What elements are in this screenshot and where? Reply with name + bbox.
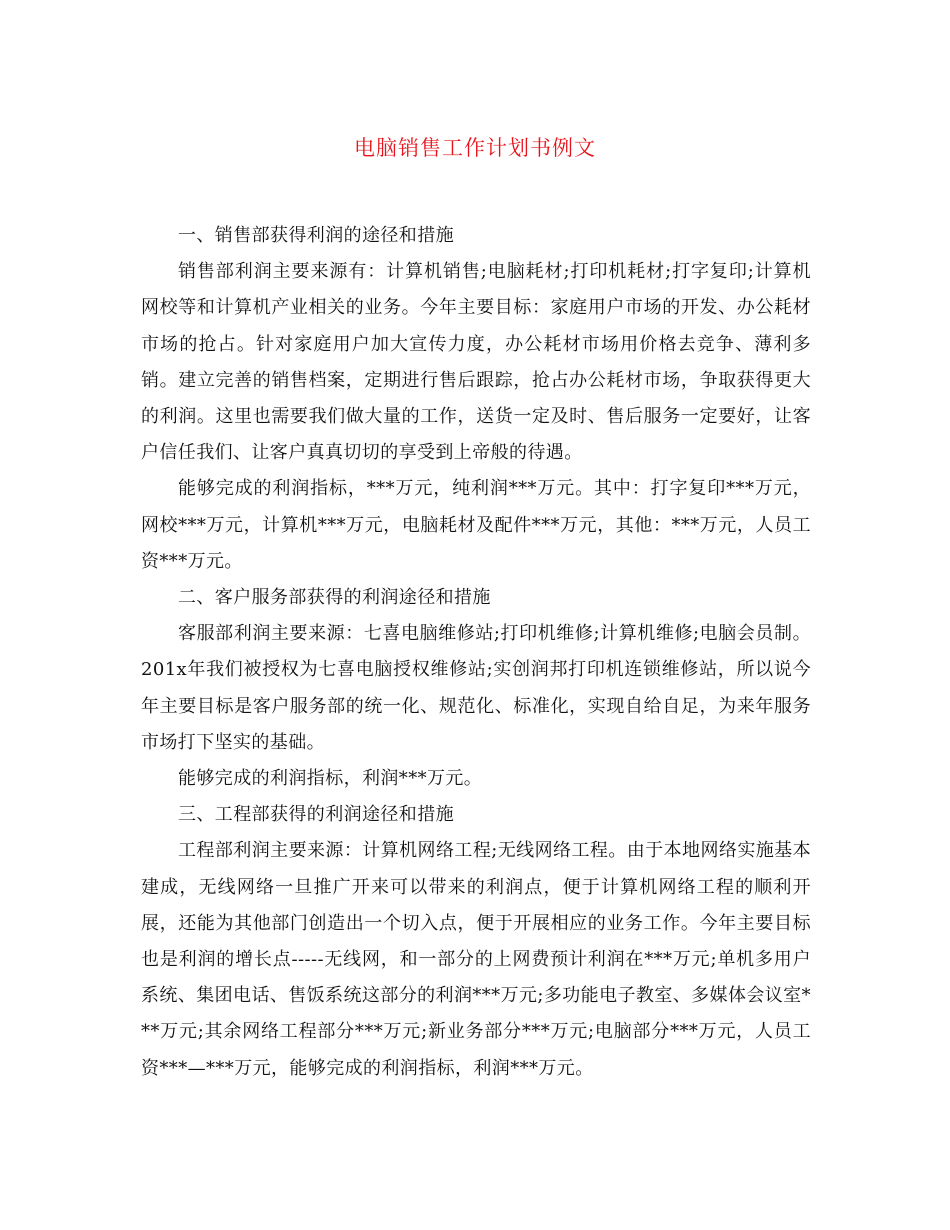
document-body xyxy=(141,218,811,1087)
paragraph-sales-sources: 销售部利润主要来源有：计算机销售;电脑耗材;打印机耗材;打字复印;计算机网校等和计算机产业相关的业务。今年主要目标：家庭用户市场的开发、办公耗材市场的抢占。针对家庭用户加大宣传力度，办公耗材市场用价格去竞争、薄利多销。建立完善的销售档案，定期进行售后跟踪，抢占办公耗材市场，争取获得更大的利润。这里也需要我们做大量的工作，送货一定及时、售后服务一定要好，让客户信任我们、让客户真真切切的享受到上帝般的待遇。 xyxy=(141,261,811,464)
paragraph-customer-service-sources: 客服部利润主要来源：七喜电脑维修站;打印机维修;计算机维修;电脑会员制。201x年我们被授权为七喜电脑授权维修站;实创润邦打印机连锁维修站，所以说今年主要目标是客户服务部的统一化、规范化、标准化，实现自给自足，为来年服务市场打下坚实的基础。 xyxy=(141,623,811,753)
document-title: 电脑销售工作计划书例文 xyxy=(354,136,596,160)
paragraph-customer-service-targets: 能够完成的利润指标，利润***万元。 xyxy=(178,768,483,790)
section-heading-sales: 一、销售部获得利润的途径和措施 xyxy=(178,225,454,246)
paragraph-engineering-sources: 工程部利润主要来源：计算机网络工程;无线网络工程。由于本地网络实施基本建成，无线网络一旦推广开来可以带来的利润点，便于计算机网络工程的顺利开展，还能为其他部门创造出一个切入点，便于开展相应的业务工作。今年主要目标也是利润的增长点-----无线网，和一部分的上网费预计利润在***万元;单机多用户系统、集团电话、售饭系统这部分的利润***万元;多功能电子教室、多媒体会议室***万元;其余网络工程部分***万元;新业务部分***万元;电脑部分***万元，人员工资***—***万元，能够完成的利润指标，利润***万元。 xyxy=(141,840,811,1079)
section-heading-engineering: 三、工程部获得的利润途径和措施 xyxy=(178,804,454,826)
paragraph-sales-targets: 能够完成的利润指标，***万元，纯利润***万元。其中：打字复印***万元，网校***万元，计算机***万元，电脑耗材及配件***万元，其他：***万元，人员工资***万元。 xyxy=(141,478,811,572)
section-heading-customer-service: 二、客户服务部获得的利润途径和措施 xyxy=(178,587,491,609)
